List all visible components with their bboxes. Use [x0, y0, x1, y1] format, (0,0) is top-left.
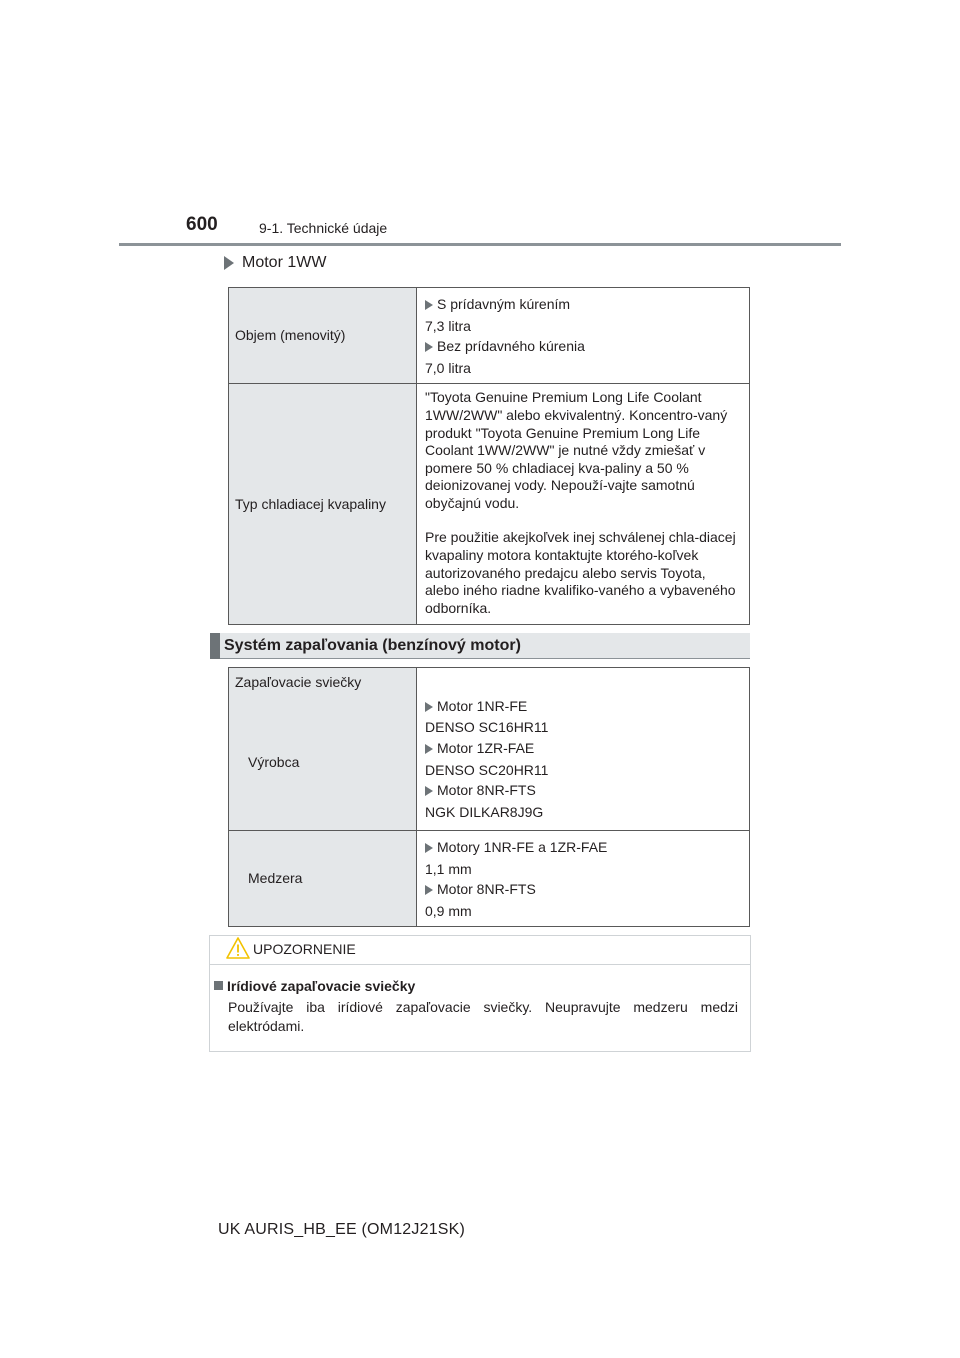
sub-label: Výrobca: [248, 753, 300, 770]
page-number: 600: [186, 214, 218, 235]
option-name: Motory 1NR-FE a 1ZR-FAE: [437, 839, 608, 855]
chapter-title: 9-1. Technické údaje: [259, 220, 388, 236]
option-value: DENSO SC20HR11: [425, 761, 549, 778]
row-value: [417, 831, 750, 927]
row-label: Medzera: [229, 831, 417, 927]
option-item: [425, 296, 742, 314]
footer-model-code: UK AURIS_HB_EE (OM12J21SK): [218, 1221, 466, 1238]
option-item: [425, 338, 742, 356]
table-row: [229, 384, 750, 625]
subsection-heading: [224, 254, 326, 272]
option-name: Motor 8NR-FTS: [437, 782, 536, 799]
option-name: S prídavným kúrením: [437, 296, 571, 312]
triangle-bullet-icon: [425, 843, 433, 853]
caution-label: UPOZORNENIE: [253, 941, 356, 957]
square-bullet-icon: [214, 981, 223, 990]
coolant-table: [228, 287, 750, 625]
option-value: 0,9 mm: [425, 902, 472, 919]
option-value: DENSO SC16HR11: [425, 719, 549, 736]
ignition-table: [228, 667, 750, 927]
option-item: [425, 881, 742, 899]
group-label: Zapaľovacie sviečky: [235, 674, 362, 690]
triangle-bullet-icon: [425, 885, 433, 895]
caution-heading: [214, 978, 415, 994]
option-value: 7,0 litra: [425, 359, 471, 376]
option-value: 1,1 mm: [425, 860, 472, 877]
triangle-bullet-icon: [425, 300, 433, 310]
option-name: Motor 1NR-FE: [437, 697, 528, 714]
section-band-marker: [210, 633, 220, 659]
option-name: Bez prídavného kúrenia: [437, 338, 585, 355]
row-label: [229, 668, 417, 831]
triangle-bullet-icon: [425, 702, 433, 712]
section-title: Systém zapaľovania (benzínový motor): [224, 637, 521, 654]
option-value: NGK DILKAR8J9G: [425, 803, 544, 820]
subsection-title: Motor 1WW: [242, 254, 327, 271]
row-label: Objem (menovitý): [229, 288, 417, 384]
table-row: [229, 288, 750, 384]
option-item: [425, 698, 742, 716]
row-value: [417, 288, 750, 384]
triangle-bullet-icon: [425, 786, 433, 796]
option-name: Motor 8NR-FTS: [437, 881, 536, 898]
option-value: 7,3 litra: [425, 317, 471, 334]
coolant-paragraph: "Toyota Genuine Premium Long Life Coolant 1WW/2WW" alebo ekvivalentný. Koncentro-vaný produkt "Toyota Genuine Premium Long Life Coolant 1WW/2WW" je nutné vždy zmiešať v pomere 50 % chladiacej kva-paliny a 50 % deionizovanej vody. Nepouží-vajte samotnú obyčajnú vodu.: [425, 389, 728, 511]
row-label: Typ chladiacej kvapaliny: [229, 384, 417, 625]
header-rule: [119, 243, 841, 246]
option-item: [425, 782, 742, 800]
caution-heading-text: Irídiové zapaľovacie sviečky: [227, 978, 416, 994]
caution-text: Používajte iba irídiové zapaľovacie sviečky. Neupravujte medzeru medzi elektródami.: [228, 999, 738, 1034]
triangle-bullet-icon: [224, 256, 234, 270]
option-item: [425, 740, 742, 758]
coolant-paragraph: Pre použitie akejkoľvek inej schválenej chla-diacej kvapaliny motora kontaktujte ktorého-koľvek autorizovaného predajcu alebo servis Toyota, alebo iného riadne kvalifiko-vaného a vybaveného odborníka.: [425, 529, 736, 616]
table-row: [229, 668, 750, 831]
caution-divider: [210, 964, 750, 965]
option-name: Motor 1ZR-FAE: [437, 739, 535, 756]
option-item: [425, 839, 742, 857]
triangle-bullet-icon: [425, 744, 433, 754]
row-value: [417, 668, 750, 831]
triangle-bullet-icon: [425, 342, 433, 352]
warning-triangle-icon: [226, 936, 250, 960]
table-row: [229, 831, 750, 927]
row-value: [417, 384, 750, 625]
